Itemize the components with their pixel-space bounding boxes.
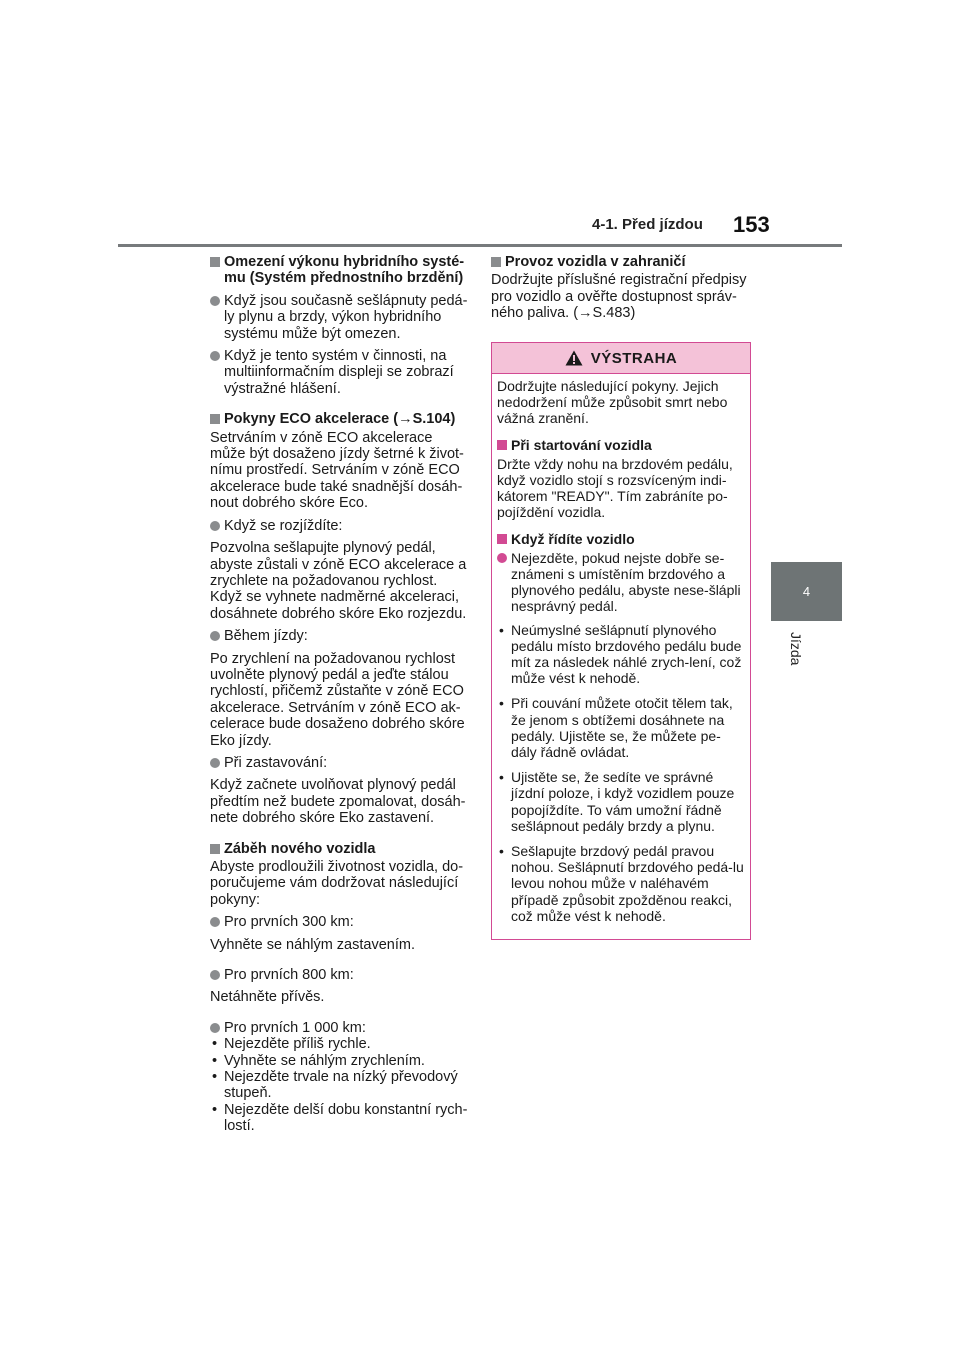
paragraph: Abyste prodloužili životnost vozidla, do-poručujeme vám dodržovat následující pokyny: bbox=[210, 859, 464, 908]
paragraph: Po zrychlení na požadovanou rychlost uvolněte plynový pedál a jeďte stálou rychlostí, přičemž zůstaňte v zóně ECO akcelerace. Setrváním v zóně ECO ak-celerace bude dosaženo dobrého skóre Eko jízdy. bbox=[210, 650, 465, 749]
list-item: • Ujistěte se, že sedíte ve správné jízdní poloze, i když vozidlem pouze popojíždíte. To vám umožní řádně sešlápnout pedály brzdy a plynu. bbox=[497, 769, 745, 834]
warning-intro: Dodržujte následující pokyny. Jejich nedodržení může způsobit smrt nebo vážná zranění. bbox=[497, 378, 728, 427]
warning-bullet: Nejezděte, pokud nejste dobře se-známeni s umístěním brzdového a plynového pedálu, abyste nese-šlápli nesprávný pedál. bbox=[497, 550, 745, 615]
bullet-item: Během jízdy: bbox=[210, 628, 470, 644]
bullet-item: Při zastavování: bbox=[210, 755, 470, 771]
paragraph: Setrváním v zóně ECO akcelerace může být dosaženo jízdy šetrné k život-nímu prostředí. Setrváním v zóně ECO akcelerace bude také snadnější dosáh-nout dobrého skóre Eco. bbox=[210, 429, 464, 512]
list-item: • Nejezděte delší dobu konstantní rych-lostí. bbox=[210, 1102, 470, 1135]
right-column bbox=[491, 254, 751, 328]
section-heading: Provoz vozidla v zahraničí bbox=[491, 254, 751, 270]
left-column bbox=[210, 254, 470, 1141]
chapter-tab: 4 bbox=[771, 562, 842, 621]
header-section-title: 4-1. Před jízdou bbox=[592, 216, 703, 233]
chapter-label: Jízda bbox=[788, 632, 804, 666]
section-heading: Záběh nového vozidla bbox=[210, 841, 470, 857]
list-item: • Při couvání můžete otočit tělem tak, že jenom s obtížemi dosáhnete na pedály. Ujistěte se, že můžete pe-dály řádně ovládat. bbox=[497, 695, 745, 760]
list-item: • Nejezděte příliš rychle. bbox=[210, 1036, 470, 1052]
warning-triangle-icon bbox=[565, 350, 583, 366]
list-item: • Vyhněte se náhlým zrychlením. bbox=[210, 1053, 470, 1069]
break-in-list bbox=[210, 1036, 470, 1134]
list-item: • Neúmyslné sešlápnutí plynového pedálu místo brzdového pedálu bude mít za následek náhlé zrych-lení, což může vést k nehodě. bbox=[497, 622, 745, 687]
warning-list bbox=[497, 622, 745, 924]
paragraph: Dodržujte příslušné registrační předpisy pro vozidlo a ověřte dostupnost správ-ného paliva. (→S.483) bbox=[491, 272, 747, 322]
warning-box bbox=[491, 342, 751, 940]
bullet-item: Pro prvních 1 000 km: bbox=[210, 1020, 470, 1036]
bullet-item: Když je tento systém v činnosti, na multiinformačním displeji se zobrazí výstražné hlášení. bbox=[210, 348, 470, 397]
section-heading: Pokyny ECO akcelerace (→S.104) bbox=[210, 411, 470, 427]
paragraph: Vyhněte se náhlým zastavením. bbox=[210, 936, 415, 953]
page-number: 153 bbox=[733, 212, 770, 237]
warning-title: VÝSTRAHA bbox=[590, 349, 678, 367]
paragraph: Když začnete uvolňovat plynový pedál předtím než budete zpomalovat, dosáh-nete dobrého skóre Eko zastavení. bbox=[210, 777, 466, 827]
bullet-item: Když jsou současně sešlápnuty pedá-ly plynu a brzdy, výkon hybridního systému může být omezen. bbox=[210, 293, 470, 342]
paragraph: Pozvolna sešlapujte plynový pedál, abyste zůstali v zóně ECO akcelerace a zrychlete na požadovanou rychlost. Když se vyhnete nadměrné akceleraci, dosáhnete dobrého skóre Eko rozjezdu. bbox=[210, 540, 467, 622]
bullet-item: Pro prvních 300 km: bbox=[210, 914, 470, 930]
bullet-item: Pro prvních 800 km: bbox=[210, 967, 470, 983]
warning-header bbox=[492, 343, 750, 374]
list-item: • Nejezděte trvale na nízký převodový stupeň. bbox=[210, 1069, 470, 1102]
list-item: • Sešlapujte brzdový pedál pravou nohou. Sešlápnutí brzdového pedá-lu levou nohou může v naléhavém případě způsobit zpožděnou reakci, což může vést k nehodě. bbox=[497, 843, 745, 924]
warning-paragraph: Držte vždy nohu na brzdovém pedálu, když vozidlo stojí s rozsvíceným indi-kátorem "READY". Tím zabráníte po-pojíždění vozidla. bbox=[497, 455, 733, 521]
paragraph: Netáhněte přívěs. bbox=[210, 989, 325, 1006]
warning-heading: Při startování vozidla bbox=[497, 437, 745, 453]
section-heading: Omezení výkonu hybridního systé-mu (Systém přednostního brzdění) bbox=[210, 254, 470, 287]
warning-heading: Když řídíte vozidlo bbox=[497, 531, 745, 547]
header-rule bbox=[118, 244, 842, 247]
bullet-item: Když se rozjíždíte: bbox=[210, 518, 470, 534]
